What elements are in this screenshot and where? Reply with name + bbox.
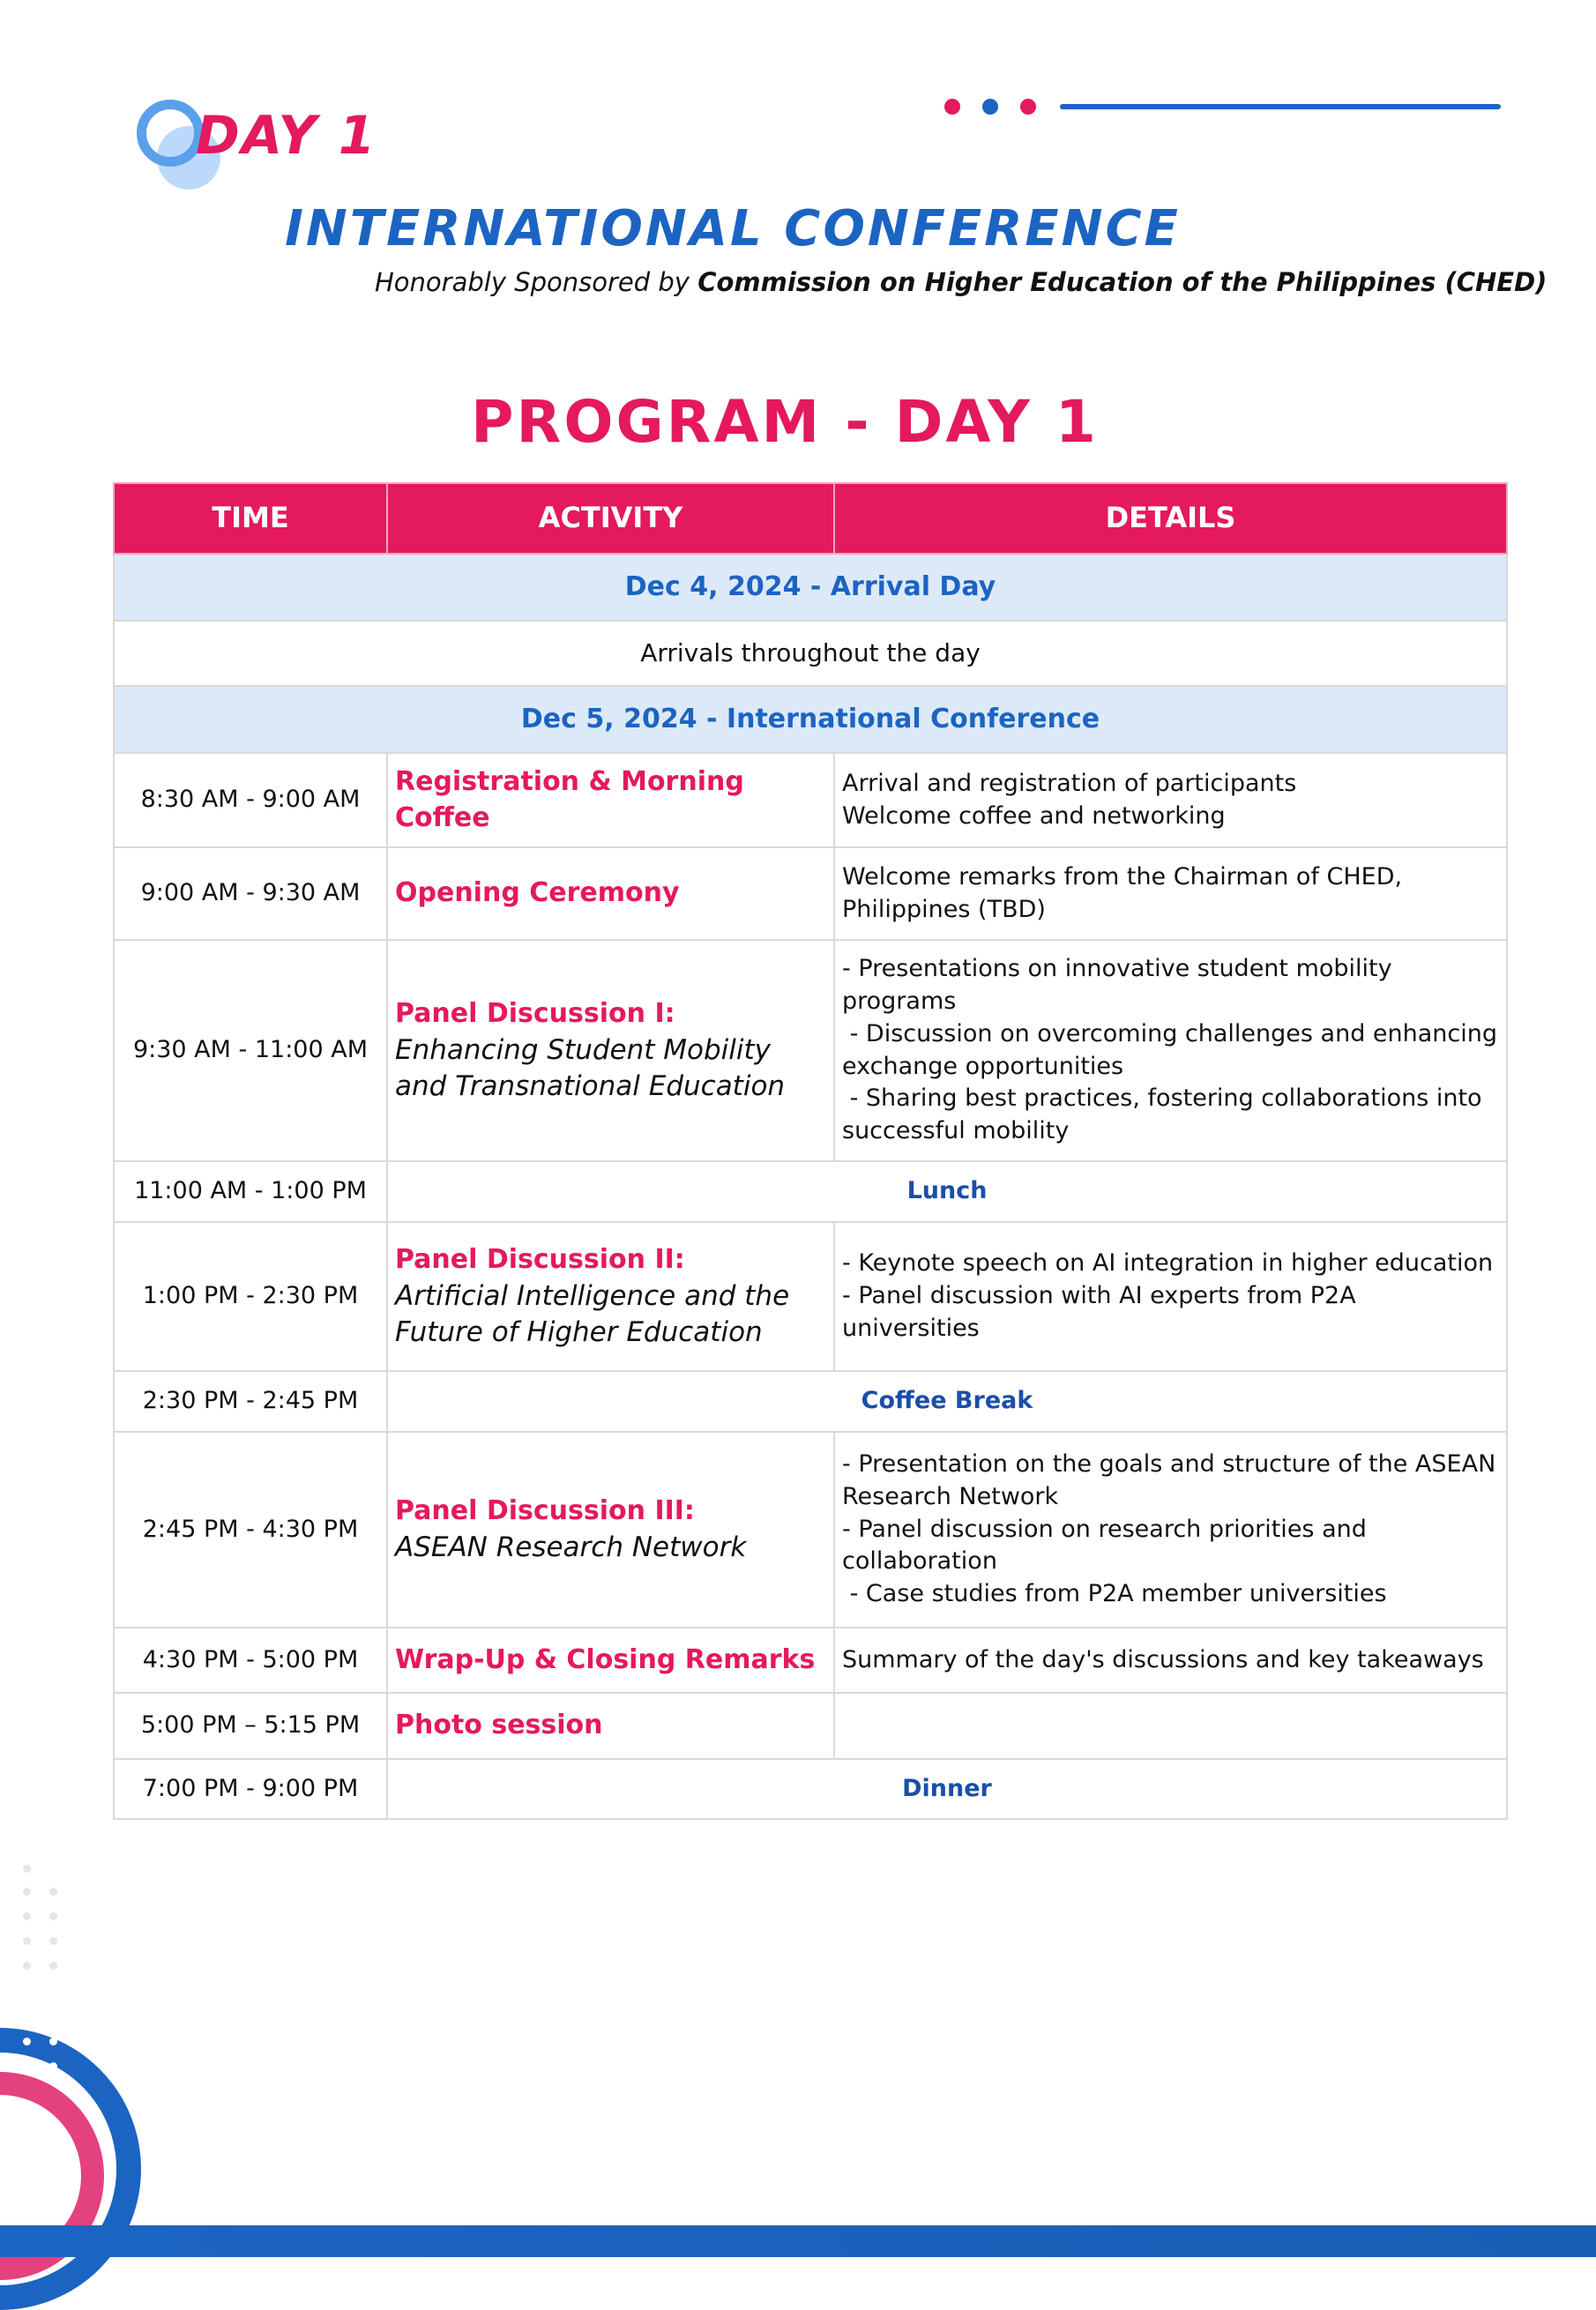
details-cell <box>834 940 1507 1161</box>
arrival-date: Dec 4, 2024 - Arrival Day <box>114 554 1507 621</box>
header-time: TIME <box>114 483 387 554</box>
time-cell: 9:30 AM - 11:00 AM <box>114 940 387 1161</box>
detail-line: - Case studies from P2A member universities <box>842 1580 1387 1608</box>
lunch-label: Lunch <box>387 1161 1507 1222</box>
detail-line: - Sharing best practices, fostering collaborations into successful mobility <box>842 1084 1490 1144</box>
details-cell <box>834 847 1507 940</box>
conference-date: Dec 5, 2024 - International Conference <box>114 686 1507 753</box>
activity-title: Panel Discussion III: <box>395 1495 695 1527</box>
table-row <box>114 1759 1507 1819</box>
detail-line: Arrival and registration of participants <box>842 769 1297 797</box>
sponsor-prefix: Honorably Sponsored by <box>375 267 698 297</box>
decor-dot <box>49 1937 57 1945</box>
detail-line: - Keynote speech on AI integration in higher education <box>842 1249 1494 1278</box>
activity-cell <box>387 1432 834 1628</box>
table-row <box>114 1371 1507 1432</box>
decor-dot <box>23 1962 31 1970</box>
time-cell: 8:30 AM - 9:00 AM <box>114 753 387 847</box>
conference-title: INTERNATIONAL CONFERENCE <box>285 200 1181 257</box>
header-activity: ACTIVITY <box>387 483 834 554</box>
table-header-row <box>114 483 1507 554</box>
decor-dot <box>49 1962 57 1970</box>
table-row <box>114 1628 1507 1693</box>
coffee-break-label: Coffee Break <box>387 1371 1507 1432</box>
details-cell <box>834 1628 1507 1693</box>
detail-line: - Panel discussion on research priorities and collaboration <box>842 1515 1375 1576</box>
table-row <box>114 1693 1507 1759</box>
details-cell <box>834 753 1507 847</box>
time-cell: 11:00 AM - 1:00 PM <box>114 1161 387 1222</box>
table-row <box>114 940 1507 1161</box>
activity-title: Photo session <box>395 1710 603 1741</box>
time-cell: 7:00 PM - 9:00 PM <box>114 1759 387 1819</box>
activity-title: Wrap-Up & Closing Remarks <box>395 1643 816 1675</box>
time-cell: 2:45 PM - 4:30 PM <box>114 1432 387 1628</box>
decor-dot <box>49 2038 57 2045</box>
detail-line: Summary of the day's discussions and key takeaways <box>842 1645 1484 1673</box>
detail-line: - Presentations on innovative student mobility programs <box>842 955 1400 1016</box>
day-label: DAY 1 <box>196 105 377 167</box>
arrival-note-row <box>114 621 1507 686</box>
detail-line: - Panel discussion with AI experts from P2A universities <box>842 1282 1364 1342</box>
dinner-label: Dinner <box>387 1759 1507 1819</box>
decor-dot <box>49 2013 57 2021</box>
decor-dot-pink <box>1020 99 1036 115</box>
activity-cell <box>387 753 834 847</box>
date-row-conference <box>114 686 1507 753</box>
arrival-note: Arrivals throughout the day <box>114 621 1507 686</box>
activity-cell <box>387 940 834 1161</box>
decor-dot <box>49 2062 57 2070</box>
activity-title: Opening Ceremony <box>395 877 680 909</box>
table-row <box>114 847 1507 940</box>
decor-dot <box>49 1988 57 1996</box>
decor-dot <box>49 1912 57 1920</box>
decor-dot-blue <box>982 99 998 115</box>
time-cell: 2:30 PM - 2:45 PM <box>114 1371 387 1432</box>
detail-line: Welcome coffee and networking <box>842 801 1226 830</box>
activity-subtitle: Enhancing Student Mobility and Transnational Education <box>395 1033 786 1102</box>
sponsor-line <box>375 267 1548 297</box>
decor-dot <box>23 1988 31 1996</box>
details-cell <box>834 1432 1507 1628</box>
table-row <box>114 1161 1507 1222</box>
decor-line <box>1060 104 1501 109</box>
date-row-arrival <box>114 554 1507 621</box>
detail-line: - Discussion on overcoming challenges and enhancing exchange opportunities <box>842 1019 1505 1080</box>
header-details: DETAILS <box>834 483 1507 554</box>
activity-subtitle: Artificial Intelligence and the Future of Higher Education <box>395 1279 790 1348</box>
detail-line: Welcome remarks from the Chairman of CHED, Philippines (TBD) <box>842 862 1410 923</box>
table-row <box>114 753 1507 847</box>
table-row <box>114 1222 1507 1371</box>
footer-bar <box>0 2225 1596 2257</box>
details-cell-empty <box>834 1693 1507 1759</box>
activity-cell <box>387 1222 834 1371</box>
time-cell: 4:30 PM - 5:00 PM <box>114 1628 387 1693</box>
activity-subtitle: ASEAN Research Network <box>395 1531 747 1563</box>
activity-cell <box>387 847 834 940</box>
decor-dot-pink <box>944 99 960 115</box>
activity-cell <box>387 1693 834 1759</box>
program-table <box>113 482 1508 1820</box>
table-row <box>114 1432 1507 1628</box>
time-cell: 5:00 PM – 5:15 PM <box>114 1693 387 1759</box>
activity-title: Panel Discussion I: <box>395 998 675 1030</box>
program-title: PROGRAM - DAY 1 <box>471 388 1099 456</box>
sponsor-name: Commission on Higher Education of the Philippines (CHED) <box>697 267 1548 297</box>
logo-ring-decoration <box>137 100 204 167</box>
decor-dot <box>23 1865 31 1873</box>
decor-dot <box>23 2038 31 2045</box>
activity-title: Panel Discussion II: <box>395 1244 685 1276</box>
decor-dot <box>23 2013 31 2021</box>
decor-dot <box>23 1912 31 1920</box>
decor-dot <box>23 1888 31 1896</box>
time-cell: 1:00 PM - 2:30 PM <box>114 1222 387 1371</box>
detail-line: - Presentation on the goals and structure of the ASEAN Research Network <box>842 1450 1503 1510</box>
details-cell <box>834 1222 1507 1371</box>
time-cell: 9:00 AM - 9:30 AM <box>114 847 387 940</box>
decor-dot <box>49 1888 57 1896</box>
activity-cell <box>387 1628 834 1693</box>
decor-dot <box>23 1937 31 1945</box>
activity-title: Registration & Morning Coffee <box>395 765 744 833</box>
